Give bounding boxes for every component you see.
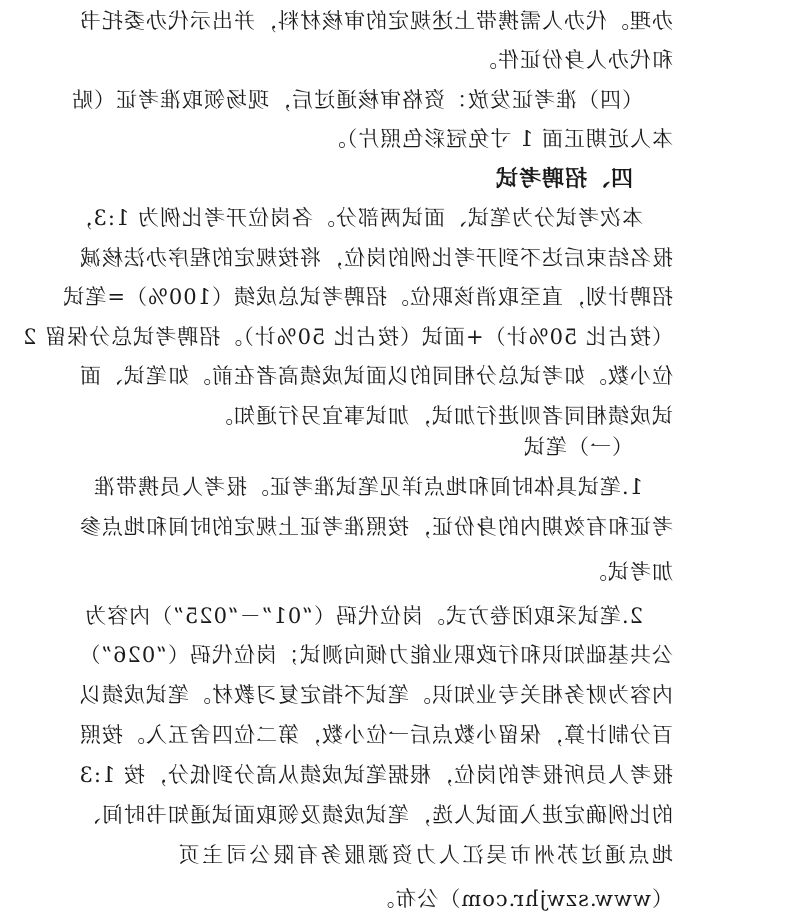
text-line: 招聘计划，直至取消该职位。招聘考试总成绩（100%）=笔试 xyxy=(62,285,673,309)
text-line: 公共基础知识和行政职业能力倾向测试；岗位代码（“026”） xyxy=(78,643,673,667)
text-line: 和代办人身份证件。 xyxy=(475,48,673,72)
text-line: 2.笔试采取闭卷方式。岗位代码（“01”－“025”）内容为 xyxy=(84,604,643,628)
text-line: 报名结束后达不到开考比例的岗位，将按规定的程序办法核减 xyxy=(79,246,673,270)
text-line: （www.szwjhr.com）公布。 xyxy=(372,887,673,911)
section-heading: 四、招聘考试 xyxy=(494,166,633,192)
text-line: 内容为财务相关专业知识。笔试不指定复习教材。笔试成绩以 xyxy=(79,683,673,707)
text-line: 办理。代办人需携带上述规定的审核材料，并出示代办委托书 xyxy=(79,9,673,33)
text-line: 本人近期正面 1 寸免冠彩色照片）。 xyxy=(323,127,673,151)
text-line: 1.笔试具体时间和地点详见笔试准考证。报考人员携带准 xyxy=(92,475,643,499)
text-line: （四）准考证发放：资格审核通过后，现场领取准考证（贴 xyxy=(71,88,643,112)
text-line: 地 点 通 过 苏 州 市 吴 江 人 力 资 源 服 务 有 限 公 司 主 页 xyxy=(177,843,673,867)
text-line: 试成绩相同者则进行加试，加试事宜另行通知。 xyxy=(211,404,673,428)
text-line: （按占比 50%计）+面试（按占比 50%计）。招聘考试总分保留 2 xyxy=(22,325,673,349)
text-line: 百分制计算，保留小数点后一位小数，第二位四舍五入。按照 xyxy=(79,723,673,747)
subsection-heading: （一）笔试 xyxy=(523,435,633,459)
text-line: 报考人员所报考的岗位，根据笔试成绩从高分到低分，按 1:3 xyxy=(78,763,673,787)
text-line: 的比例确定进入面试人选，笔试成绩及领取面试通知书时间、 xyxy=(79,803,673,827)
text-line: 加考试。 xyxy=(585,560,673,584)
text-line: 位小数。如考试总分相同的以面试成绩高者在前。如笔试、面 xyxy=(79,364,673,388)
text-line: 本次考试分为笔试、面试两部分。各岗位开考比例为 1:3， xyxy=(70,206,643,230)
text-line: 考证和有效期内的身份证，按照准考证上规定的时间和地点参 xyxy=(79,515,673,539)
